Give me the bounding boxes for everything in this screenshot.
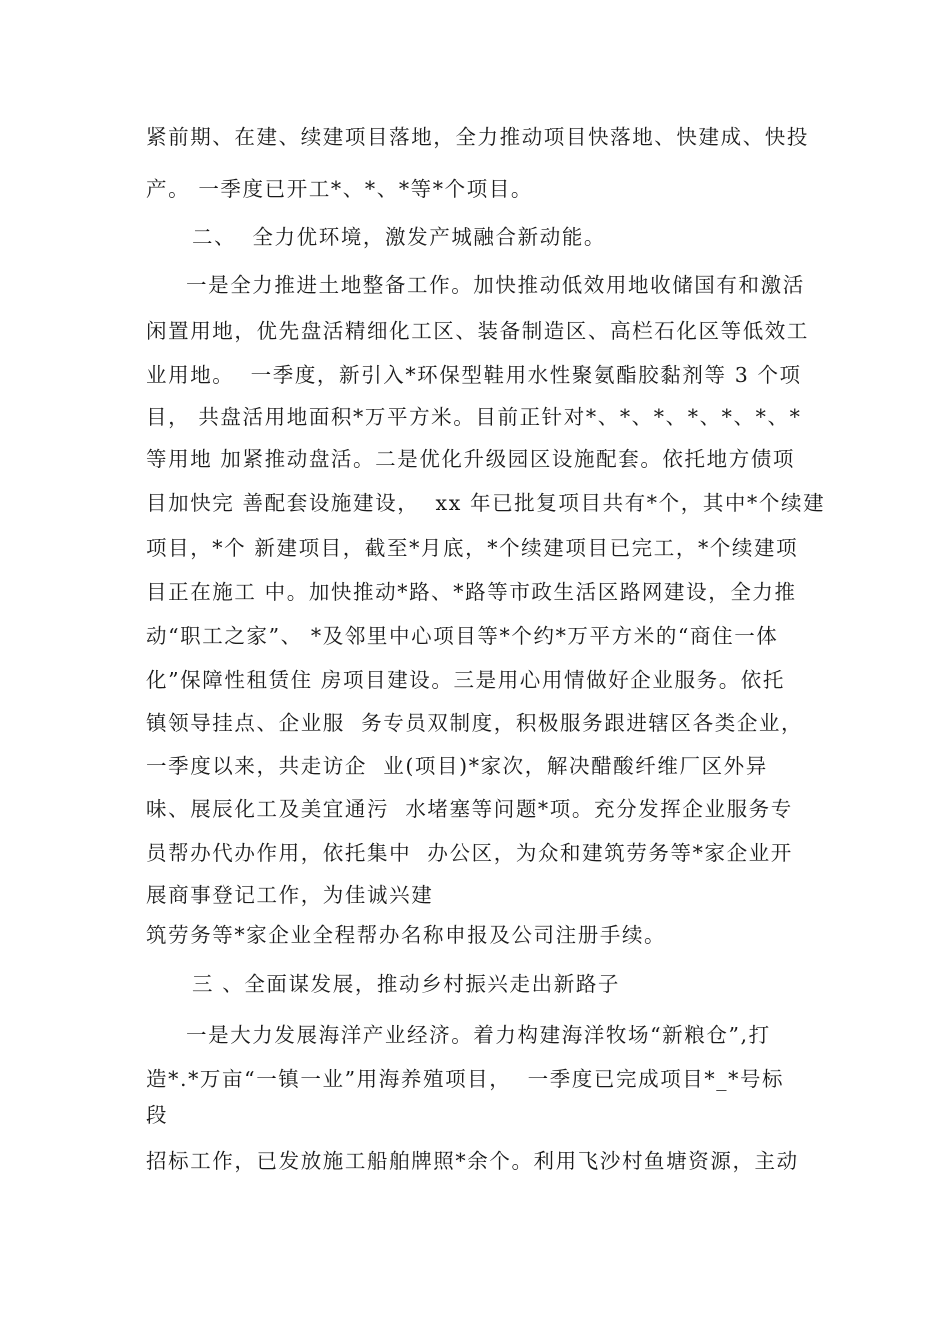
text-line: 等用地 加紧推动盘活。二是优化升级园区设施配套。依托地方债项 [146, 447, 796, 471]
text-line: 紧前期、在建、续建项目落地，全力推动项目快落地、快建成、快投 [146, 125, 809, 149]
text-line: 镇领导挂点、企业服 务专员双制度，积极服务跟进辖区各类企业， [146, 711, 804, 735]
text-line: 造*.*万亩“一镇一业”用海养殖项目， 一季度已完成项目*_*号标 [146, 1067, 785, 1091]
text-line: 筑劳务等*家企业全程帮办名称申报及公司注册手续。 [146, 923, 667, 947]
text-line: 目， 共盘活用地面积*万平方米。目前正针对*、*、*、*、*、*、* [146, 405, 802, 429]
section-heading-2: 二、 全力优环境，激发产城融合新动能。 [192, 225, 607, 249]
text-line: 味、展辰化工及美宜通污 水堵塞等问题*项。充分发挥企业服务专 [146, 797, 793, 821]
text-line: 项目，*个 新建项目，截至*月底，*个续建项目已完工，*个续建项 [146, 536, 799, 560]
text-line: 一是大力发展海洋产业经济。着力构建海洋牧场“新粮仓”,打 [186, 1023, 771, 1047]
text-line: 动“职工之家”、 *及邻里中心项目等*个约*万平方米的“商住一体 [146, 624, 779, 648]
text-line: 员帮办代办作用，依托集中 办公区，为众和建筑劳务等*家企业开 [146, 841, 793, 865]
text-line: 业用地。 一季度，新引入*环保型鞋用水性聚氨酯胶黏剂等 3 个项 [146, 363, 802, 387]
text-line: 化”保障性租赁住 房项目建设。三是用心用情做好企业服务。依托 [146, 668, 785, 692]
text-line: 一是全力推进土地整备工作。加快推动低效用地收储国有和激活 [186, 273, 805, 297]
text-line: 一季度以来，共走访企 业(项目)*家次，解决醋酸纤维厂区外异 [146, 754, 768, 778]
text-line: 产。 一季度已开工*、*、*等*个项目。 [146, 177, 534, 201]
text-line: 闲置用地，优先盘活精细化工区、装备制造区、高栏石化区等低效工 [146, 319, 809, 343]
text-line: 展商事登记工作，为佳诚兴建 [146, 883, 434, 907]
text-line: 段 [146, 1103, 169, 1127]
text-line: 目加快完 善配套设施建设， xx 年已批复项目共有*个，其中*个续建 [146, 491, 826, 515]
text-line: 招标工作，已发放施工船舶牌照*余个。利用飞沙村鱼塘资源，主动 [146, 1149, 799, 1173]
section-heading-3: 三 、全面谋发展，推动乡村振兴走出新路子 [192, 972, 621, 996]
text-line: 目正在施工 中。加快推动*路、*路等市政生活区路网建设，全力推 [146, 580, 797, 604]
